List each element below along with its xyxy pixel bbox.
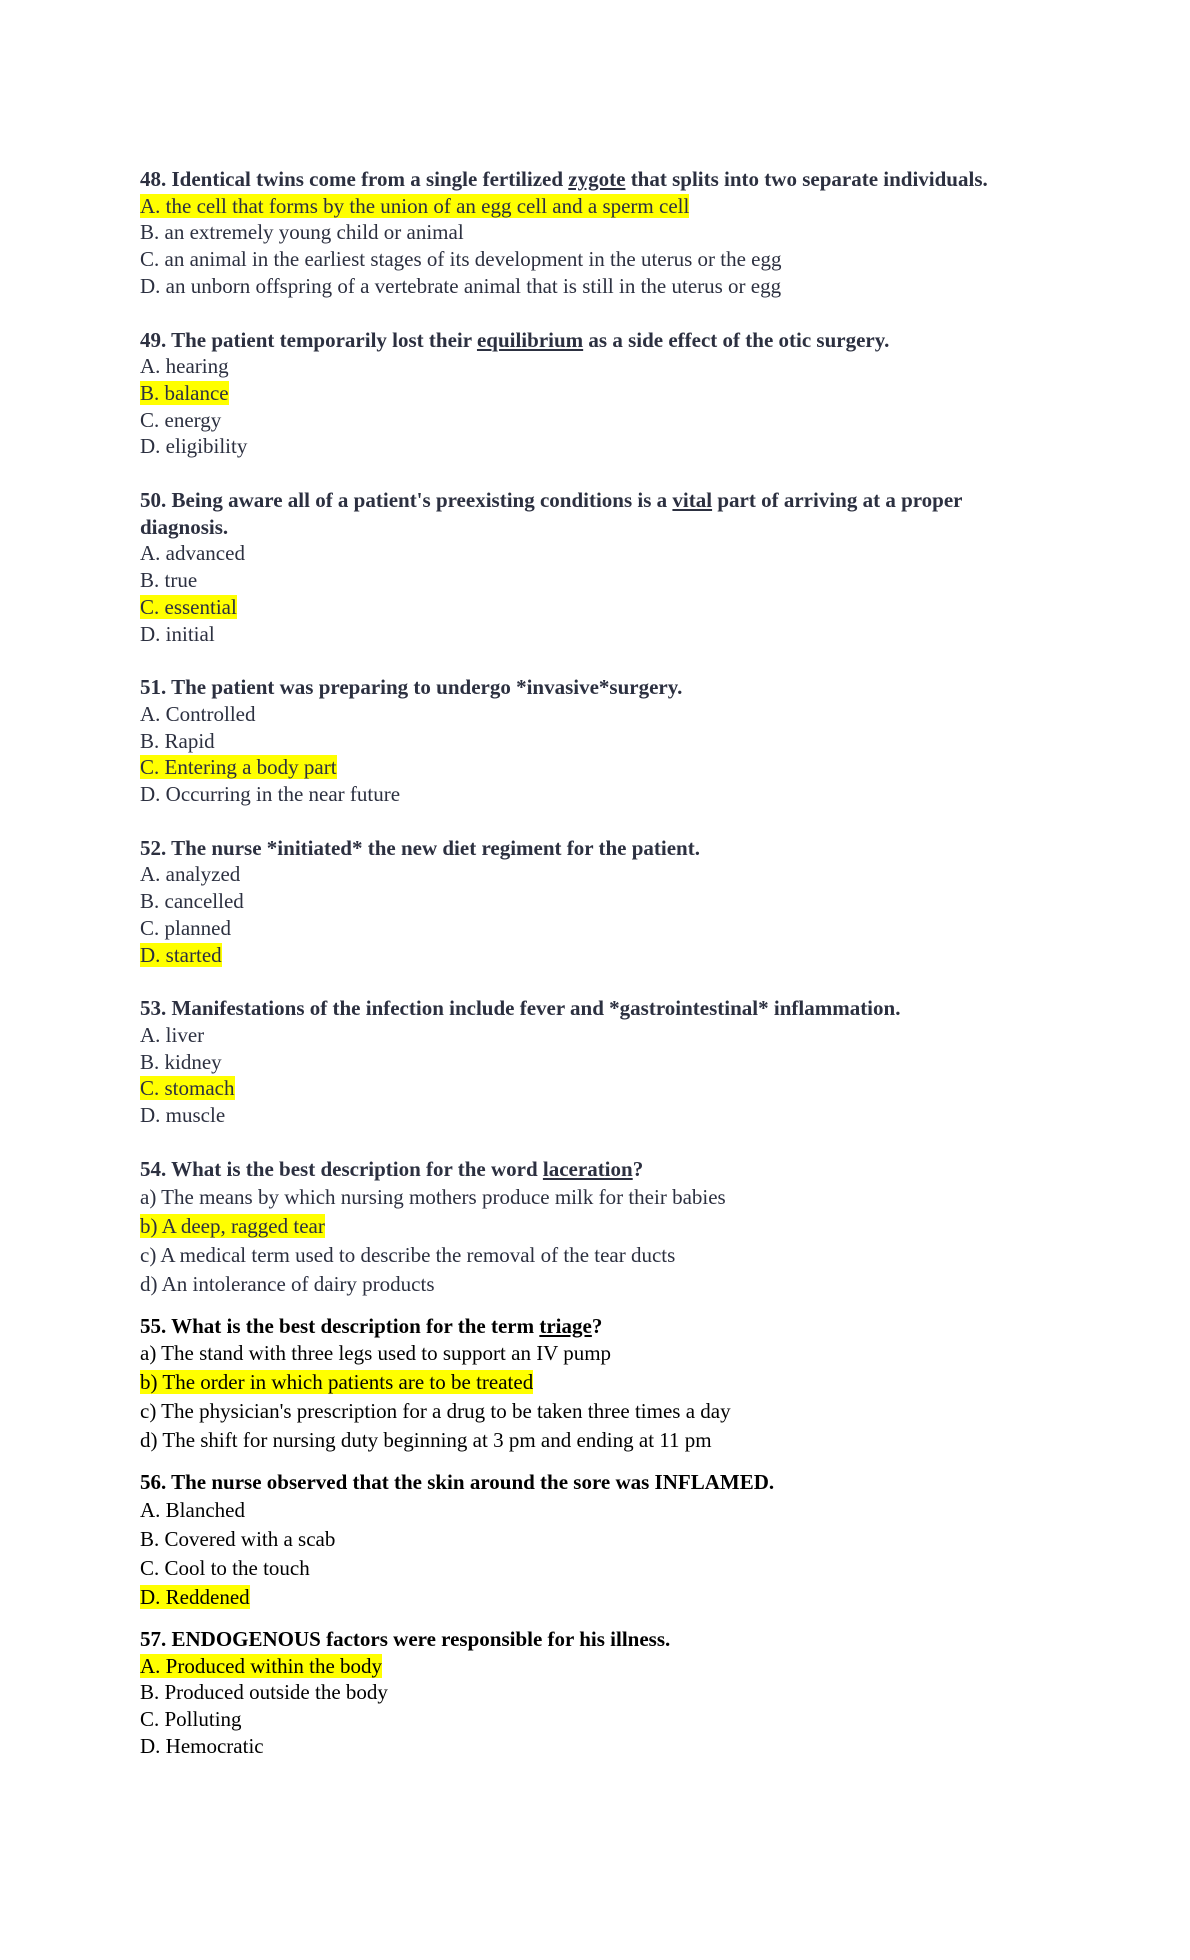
highlighted-answer: C. Entering a body part <box>140 755 337 780</box>
document-page <box>140 166 1020 1759</box>
answer-option <box>140 594 1020 621</box>
answer-option <box>140 1706 1020 1733</box>
highlighted-answer: b) The order in which patients are to be treated <box>140 1370 534 1395</box>
answer-option <box>140 1241 1020 1270</box>
question-stem <box>140 1469 1020 1496</box>
option-text: D. an unborn offspring of a vertebrate animal that is still in the uterus or egg <box>140 273 782 298</box>
highlighted-answer: b) A deep, ragged tear <box>140 1213 325 1238</box>
option-text: C. energy <box>140 407 222 432</box>
question-51 <box>140 674 1020 808</box>
answer-option <box>140 380 1020 407</box>
option-text: A. Controlled <box>140 701 256 726</box>
answer-option <box>140 407 1020 434</box>
answer-option <box>140 1679 1020 1706</box>
question-56 <box>140 1469 1020 1612</box>
option-text: D. Hemocratic <box>140 1733 264 1758</box>
answer-option <box>140 1049 1020 1076</box>
option-text: B. Rapid <box>140 728 215 753</box>
option-text: C. planned <box>140 915 231 940</box>
answer-option <box>140 193 1020 220</box>
option-text: A. advanced <box>140 541 245 566</box>
option-text: a) The stand with three legs used to support an IV pump <box>140 1341 612 1366</box>
answer-option <box>140 540 1020 567</box>
answer-option <box>140 1075 1020 1102</box>
question-stem <box>140 166 1020 193</box>
answer-option <box>140 754 1020 781</box>
stem-text: as a side effect of the otic surgery. <box>583 327 890 352</box>
question-number: 57. <box>140 1626 167 1651</box>
stem-text: What is the best description for the word <box>166 1156 543 1181</box>
answer-option <box>140 1525 1020 1554</box>
highlighted-answer: A. the cell that forms by the union of an egg cell and a sperm cell <box>140 193 690 218</box>
question-54 <box>140 1156 1020 1299</box>
question-stem <box>140 1156 1020 1183</box>
stem-text: The nurse observed that the skin around the sore was INFLAMED. <box>166 1470 775 1495</box>
option-text: B. cancelled <box>140 889 244 914</box>
stem-text: The patient temporarily lost their <box>166 327 477 352</box>
stem-text: that splits into two separate individuals. <box>625 167 988 191</box>
answer-option <box>140 888 1020 915</box>
option-text: d) An intolerance of dairy products <box>140 1271 435 1296</box>
question-57 <box>140 1626 1020 1760</box>
stem-text: ? <box>632 1156 644 1181</box>
option-text: a) The means by which nursing mothers produce milk for their babies <box>140 1184 726 1209</box>
question-number: 55. <box>140 1313 167 1338</box>
answer-option <box>140 1102 1020 1129</box>
option-text: B. kidney <box>140 1049 222 1074</box>
highlighted-answer: C. essential <box>140 594 237 619</box>
option-text: C. an animal in the earliest stages of its development in the uterus or the egg <box>140 247 782 272</box>
question-number: 56. <box>140 1470 167 1495</box>
answer-option <box>140 915 1020 942</box>
answer-option <box>140 781 1020 808</box>
option-text: A. Blanched <box>140 1497 245 1522</box>
option-text: B. true <box>140 568 198 593</box>
question-number: 48. <box>140 167 167 191</box>
key-term: zygote <box>568 167 626 191</box>
answer-option <box>140 219 1020 246</box>
option-text: A. analyzed <box>140 862 241 887</box>
question-stem <box>140 674 1020 701</box>
stem-text: ? <box>591 1313 603 1338</box>
stem-text: Manifestations of the infection include fever and *gastrointestinal* inflammation. <box>166 996 901 1021</box>
stem-text: What is the best description for the term <box>166 1313 540 1338</box>
option-text: A. hearing <box>140 354 229 379</box>
highlighted-answer: D. started <box>140 942 222 967</box>
question-stem <box>140 327 1020 354</box>
answer-option <box>140 942 1020 969</box>
key-term: vital <box>672 488 713 513</box>
answer-option <box>140 1496 1020 1525</box>
answer-option <box>140 1733 1020 1760</box>
question-48 <box>140 166 1020 300</box>
question-number: 53. <box>140 996 167 1021</box>
question-number: 51. <box>140 675 167 700</box>
question-stem <box>140 835 1020 862</box>
answer-option <box>140 621 1020 648</box>
option-text: B. Covered with a scab <box>140 1526 336 1551</box>
option-text: A. liver <box>140 1022 205 1047</box>
question-49 <box>140 327 1020 461</box>
option-text: c) A medical term used to describe the removal of the tear ducts <box>140 1242 676 1267</box>
answer-option <box>140 861 1020 888</box>
question-stem <box>140 487 1020 540</box>
highlighted-answer: C. stomach <box>140 1076 235 1101</box>
answer-option <box>140 1212 1020 1241</box>
question-52 <box>140 835 1020 969</box>
option-text: D. initial <box>140 621 215 646</box>
question-number: 50. <box>140 488 167 513</box>
stem-text: Identical twins come from a single fertilized <box>166 167 569 191</box>
stem-text: part of arriving at a proper diagnosis. <box>140 488 963 539</box>
question-number: 52. <box>140 835 167 860</box>
answer-option <box>140 1022 1020 1049</box>
question-number: 54. <box>140 1156 167 1181</box>
answer-option <box>140 567 1020 594</box>
answer-option <box>140 1397 1020 1426</box>
answer-option <box>140 1426 1020 1455</box>
option-text: B. an extremely young child or animal <box>140 220 464 245</box>
answer-option <box>140 728 1020 755</box>
key-term: triage <box>539 1313 592 1338</box>
answer-option <box>140 1554 1020 1583</box>
answer-option <box>140 1270 1020 1299</box>
answer-option <box>140 273 1020 300</box>
option-text: B. Produced outside the body <box>140 1680 388 1705</box>
stem-text: Being aware all of a patient's preexisting conditions is a <box>166 488 673 513</box>
stem-text: The nurse *initiated* the new diet regiment for the patient. <box>166 835 700 860</box>
question-stem <box>140 1313 1020 1340</box>
answer-option <box>140 246 1020 273</box>
question-50 <box>140 487 1020 647</box>
answer-option <box>140 353 1020 380</box>
question-stem <box>140 995 1020 1022</box>
question-number: 49. <box>140 327 167 352</box>
answer-option <box>140 1339 1020 1368</box>
option-text: C. Polluting <box>140 1707 242 1732</box>
key-term: laceration <box>542 1156 633 1181</box>
answer-option <box>140 701 1020 728</box>
answer-option <box>140 1183 1020 1212</box>
answer-option <box>140 1368 1020 1397</box>
question-55 <box>140 1313 1020 1456</box>
option-text: D. eligibility <box>140 434 248 459</box>
option-text: c) The physician's prescription for a drug to be taken three times a day <box>140 1399 731 1424</box>
answer-option <box>140 1583 1020 1612</box>
key-term: equilibrium <box>476 327 584 352</box>
question-53 <box>140 995 1020 1129</box>
highlighted-answer: A. Produced within the body <box>140 1653 383 1678</box>
stem-text: The patient was preparing to undergo *invasive*surgery. <box>166 675 683 700</box>
answer-option <box>140 1653 1020 1680</box>
answer-option <box>140 433 1020 460</box>
option-text: D. muscle <box>140 1103 226 1128</box>
question-stem <box>140 1626 1020 1653</box>
option-text: D. Occurring in the near future <box>140 782 401 807</box>
highlighted-answer: D. Reddened <box>140 1584 250 1609</box>
option-text: C. Cool to the touch <box>140 1555 310 1580</box>
option-text: d) The shift for nursing duty beginning at 3 pm and ending at 11 pm <box>140 1428 712 1453</box>
highlighted-answer: B. balance <box>140 380 229 405</box>
stem-text: ENDOGENOUS factors were responsible for his illness. <box>166 1626 671 1651</box>
